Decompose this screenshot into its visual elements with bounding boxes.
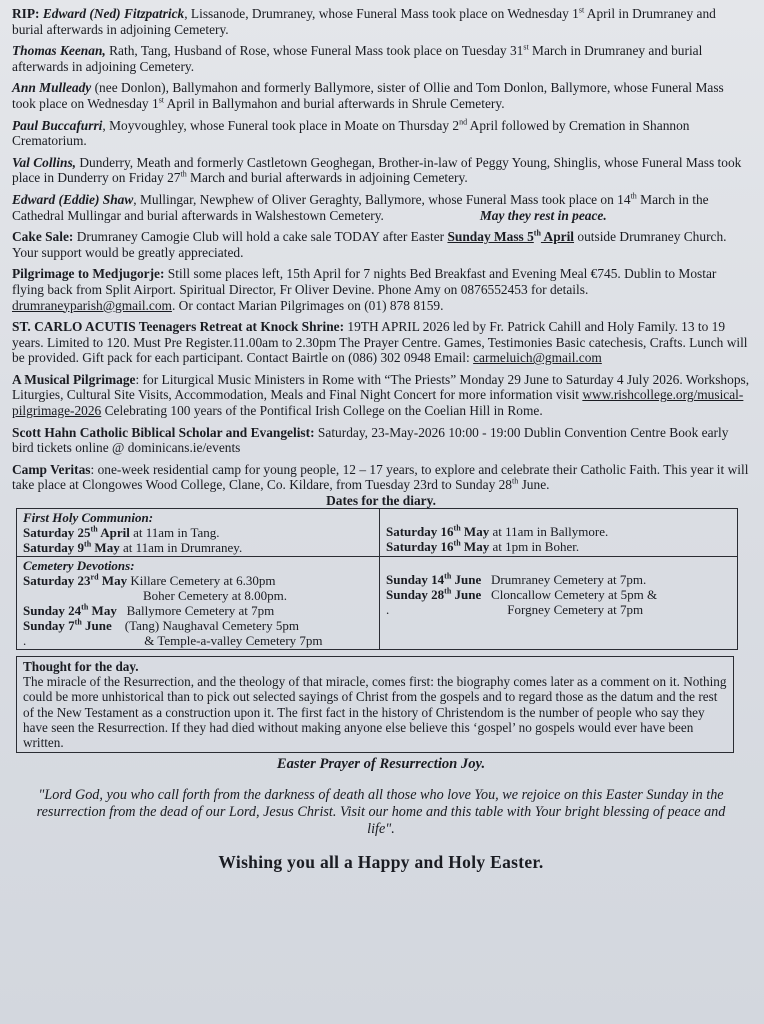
diary-heading: Dates for the diary. xyxy=(326,493,436,509)
communion-title: First Holy Communion: xyxy=(23,510,154,526)
scott-hahn-notice: Scott Hahn Catholic Biblical Scholar and Evangelist: Saturday, 23-May-2026 10:00 - 19:00 Dublin Convention Centre Book early bird tickets online @ dominicans.ie/events xyxy=(12,424,729,456)
devotion-line-7: Sunday 28th June Cloncallow Cemetery at 5pm & xyxy=(386,586,658,603)
camp-veritas-notice: Camp Veritas: one-week residential camp for young people, 12 – 17 years, to explore and celebrate their Catholic Faith. This year it will take place at Clongowes Wood College, Clane, Co. Kildare, from Tuesday 23rd to Sunday 28th June. xyxy=(12,461,749,493)
rest-in-peace: May they rest in peace. xyxy=(479,207,607,223)
diary-table xyxy=(16,508,738,650)
communion-right-cell xyxy=(380,509,738,557)
rip-notice-3: Ann Mulleady (nee Donlon), Ballymahon and formerly Ballymore, sister of Ollie and Tom Donlon, Ballymore, whose Funeral Mass took place on Wednesday 1st April in Ballymahon and burial afterwards in Shrule Cemetery. xyxy=(12,80,724,111)
devotions-row xyxy=(17,557,738,650)
thought-text: The miracle of the Resurrection, and the theology of that miracle, comes first: the biography comes later as a comment on it. Nothing could be more unhistorical than to pick out selected sayings of Christ from the gospels and to regard those as the datum and the rest of the New Testament as a construction upon it. The first fact in the history of Christendom is the number of people who say they have seen the Resurrection. If they had died without making anyone else believe this ‘gospel’ no gospels would ever have been written. xyxy=(23,674,727,751)
easter-wishes: Wishing you all a Happy and Holy Easter. xyxy=(218,852,544,873)
rip-notice-6: Edward (Eddie) Shaw, Mullingar, Newphew of Oliver Geraghty, Ballymore, whose Funeral Mass took place on 14th March in the Cathedral Mullingar and burial afterwards in Walshestown Cemetery. May they rest in peace. xyxy=(12,191,709,223)
thought-title: Thought for the day. xyxy=(23,659,139,675)
devotion-line-6: Sunday 14th June Drumraney Cemetery at 7pm. xyxy=(386,571,647,588)
easter-prayer-text: "Lord God, you who call forth from the darkness of death all those who love You, we rejoice on this Easter Sunday in the resurrection from the dead of our Lord, Jesus Christ. Visit our home and this table with Your bright blessing of peace and life". xyxy=(36,787,726,838)
carlo-acutis-notice: ST. CARLO ACUTIS Teenagers Retreat at Knock Shrine: 19TH APRIL 2026 led by Fr. Patrick Cahill and Holy Family. 13 to 19 years. Limited to 120. Must Pre Register.11.00am to 2.30pm The Prayer Centre. Games, Testimonies Basic catechesis, Crafts. Lunch will be provided. Gift pack for each participant. Contact Bairtle on (086) 302 0948 Email: carmeluich@gmail.com xyxy=(12,319,748,366)
parish-email-link[interactable]: drumraneyparish@gmail.com xyxy=(12,297,172,313)
musical-pilgrimage-notice: A Musical Pilgrimage: for Liturgical Music Ministers in Rome with “The Priests” Monday 29 June to Saturday 4 July 2026. Workshops, Liturgies, Cultural Site Visits, Accommodation, Meals and Final Night Concert for more information visit www.rishcollege.org/musical-pilgrimage-2026 Celebrating 100 years of the Pontifical Irish College on the Coelian Hill in Rome. xyxy=(12,371,750,419)
devotion-line-5: . & Temple-a-valley Cemetery 7pm xyxy=(23,633,323,649)
devotion-line-2: Boher Cemetery at 8.00pm. xyxy=(143,588,288,604)
communion-left-cell xyxy=(17,509,380,557)
rip-notice-4: Paul Buccafurri, Moyvoughley, whose Funeral took place in Moate on Thursday 2nd April followed by Cremation in Shannon Crematorium. xyxy=(12,117,690,149)
rip-notice-1: RIP: Edward (Ned) Fitzpatrick, Lissanode, Drumraney, whose Funeral Mass took place on Wednesday 1st April in Drumraney and burial afterwards in adjoining Cemetery. xyxy=(12,5,716,37)
rip-notice-2: Thomas Keenan, Rath, Tang, Husband of Rose, whose Funeral Mass took place on Tuesday 31st March in Drumraney and burial afterwards in adjoining Cemetery. xyxy=(12,42,703,74)
thought-for-the-day-box xyxy=(16,656,734,753)
carlo-email-link[interactable]: carmeluich@gmail.com xyxy=(473,350,602,366)
communion-date-3: Saturday 16th May at 11am in Ballymore. xyxy=(386,523,609,540)
devotion-line-8: . Forgney Cemetery at 7pm xyxy=(386,602,644,618)
devotions-left-cell xyxy=(17,557,380,650)
easter-prayer-title: Easter Prayer of Resurrection Joy. xyxy=(276,756,486,773)
medjugorje-notice: Pilgrimage to Medjugorje: Still some places left, 15th April for 7 nights Bed Breakfast and Evening Meal €745. Dublin to Mostar flying back from Split Airport. Spiritual Director, Fr Oliver Devine. Phone Amy on 0876552453 for details. drumraneyparish@gmail.com. Or contact Marian Pilgrimages on (01) 878 8159. xyxy=(12,266,717,313)
devotion-line-4: Sunday 7th June (Tang) Naughaval Cemetery 5pm xyxy=(23,617,299,634)
devotions-right-cell xyxy=(380,557,738,650)
communion-date-4: Saturday 16th May at 1pm in Boher. xyxy=(386,538,580,555)
communion-row xyxy=(17,509,738,557)
communion-date-1: Saturday 25th April at 11am in Tang. xyxy=(23,524,220,541)
rip-notice-5: Val Collins, Dunderry, Meath and formerly Castletown Geoghegan, Brother-in-law of Peggy Young, Shinglis, whose Funeral Mass took place in Dunderry on Friday 27th March and burial afterwards in adjoining Cemetery. xyxy=(12,154,742,186)
musical-pilgrimage-link[interactable]: www.rishcollege.org/musical-pilgrimage-2026 xyxy=(12,387,744,419)
devotion-line-3: Sunday 24th May Ballymore Cemetery at 7pm xyxy=(23,602,275,619)
devotion-line-1: Saturday 23rd May Killare Cemetery at 6.30pm xyxy=(23,572,276,589)
communion-date-2: Saturday 9th May at 11am in Drumraney. xyxy=(23,539,243,556)
devotions-title: Cemetery Devotions: xyxy=(23,558,135,574)
cake-sale-notice: Cake Sale: Drumraney Camogie Club will hold a cake sale TODAY after Easter Sunday Mass 5th April outside Drumraney Church. Your support would be greatly appreciated. xyxy=(12,228,727,260)
